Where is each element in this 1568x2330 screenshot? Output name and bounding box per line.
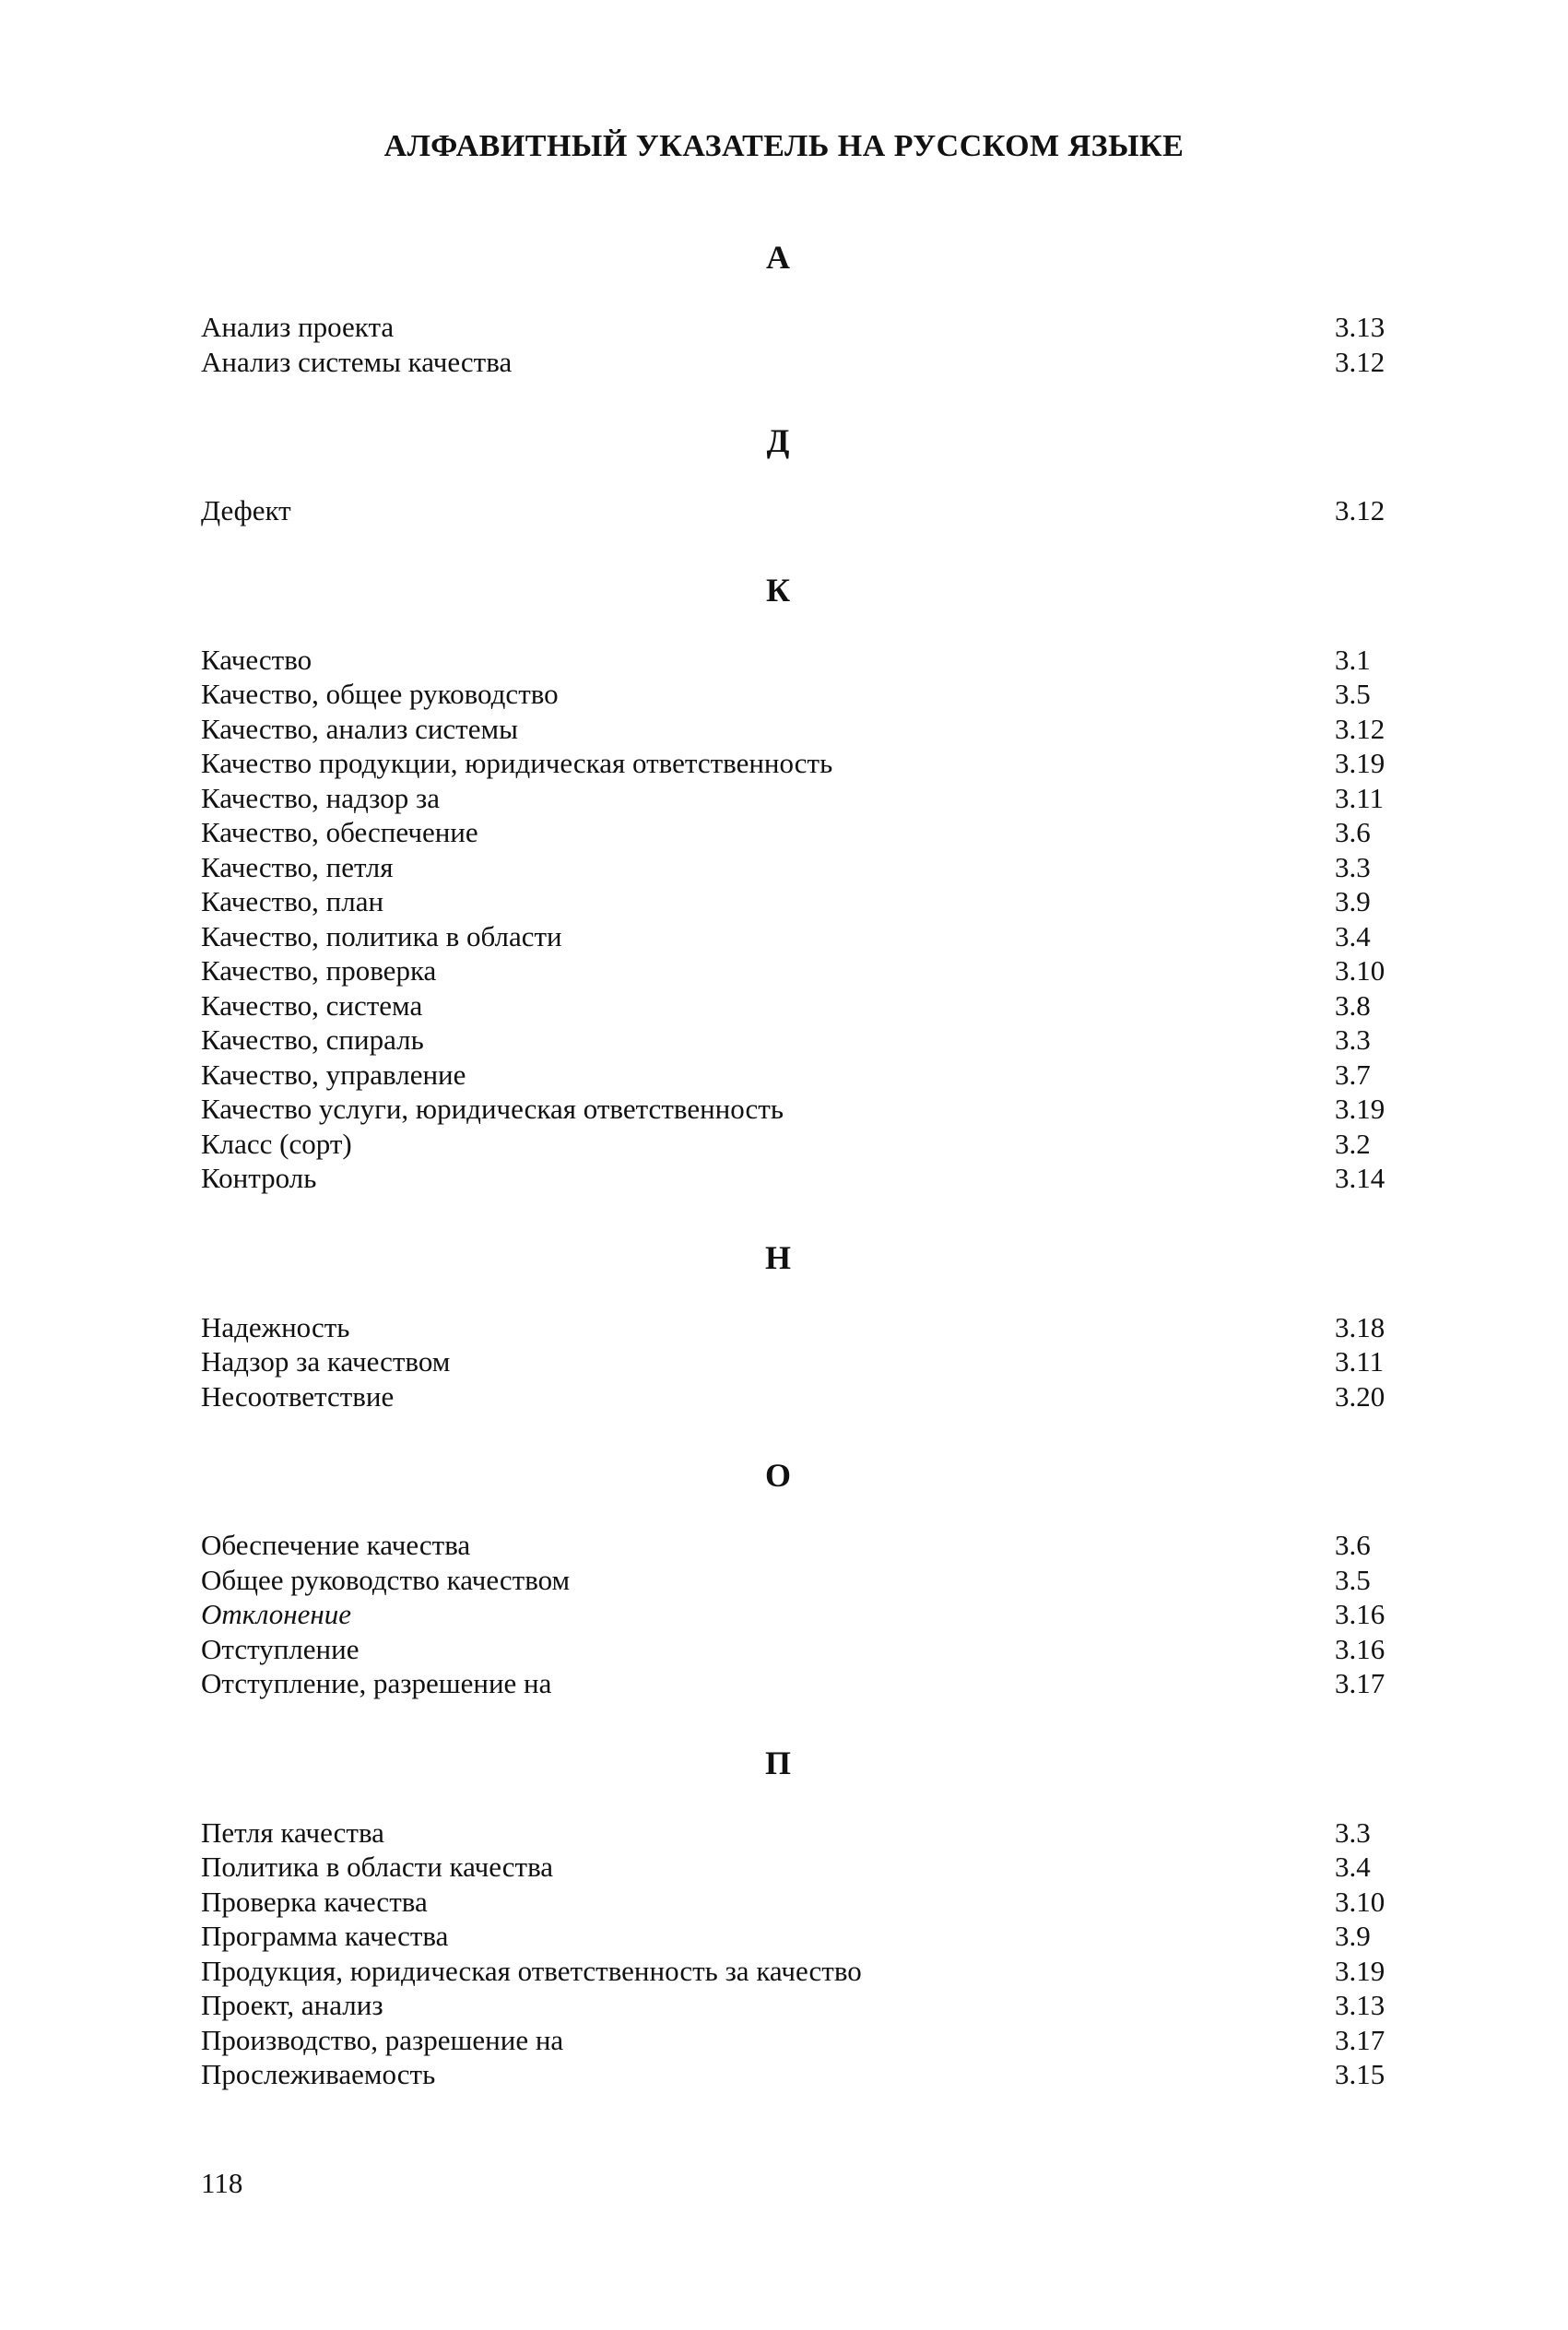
entry-term: Прослеживаемость — [201, 2058, 436, 2090]
entry-reference: 3.13 — [1335, 311, 1385, 343]
index-entry — [201, 1919, 1399, 1954]
index-section — [201, 563, 1399, 1196]
page-number: 118 — [201, 2167, 243, 2199]
index-entry — [201, 746, 1399, 781]
entry-term: Качество, анализ системы — [201, 712, 518, 745]
entry-reference: 3.3 — [1335, 850, 1371, 883]
index-entry — [201, 1161, 1399, 1196]
index-entry — [201, 884, 1399, 919]
entry-reference: 3.17 — [1335, 2023, 1385, 2056]
entry-reference: 3.12 — [1335, 494, 1385, 526]
entry-term: Качество услуги, юридическая ответственность — [201, 1093, 784, 1125]
index-entry — [201, 1666, 1399, 1701]
index-section — [201, 231, 1399, 379]
entry-reference: 3.6 — [1335, 1529, 1371, 1561]
entry-term: Качество, надзор за — [201, 781, 440, 814]
entry-reference: 3.14 — [1335, 1162, 1385, 1194]
section-letter: О — [764, 1457, 791, 1494]
entry-term: Качество продукции, юридическая ответственность — [201, 747, 833, 779]
index-entry — [201, 1816, 1399, 1851]
entry-list — [201, 1310, 1399, 1414]
entry-term: Петля качества — [201, 1816, 384, 1849]
section-letter: А — [766, 239, 790, 276]
index-entry — [201, 1023, 1399, 1058]
entry-reference: 3.18 — [1335, 1310, 1385, 1343]
section-letter: Д — [766, 422, 790, 459]
entry-reference: 3.19 — [1335, 1954, 1385, 1987]
entry-term: Проверка качества — [201, 1885, 428, 1918]
entry-list — [201, 643, 1399, 1196]
index-entry — [201, 712, 1399, 747]
entry-reference: 3.4 — [1335, 1851, 1371, 1883]
index-entry — [201, 1344, 1399, 1379]
entry-reference: 3.19 — [1335, 747, 1385, 779]
entry-term: Контроль — [201, 1162, 317, 1194]
page-title: АЛФАВИТНЫЙ УКАЗАТЕЛЬ НА РУССКОМ ЯЗЫКЕ — [383, 129, 1185, 163]
entry-list — [201, 310, 1399, 379]
entry-reference: 3.5 — [1335, 1563, 1371, 1596]
entry-term: Качество, система — [201, 988, 423, 1022]
entry-term: Качество, проверка — [201, 954, 437, 987]
entry-term: Надежность — [201, 1310, 350, 1343]
index-entry — [201, 919, 1399, 954]
index-entry — [201, 850, 1399, 885]
entry-reference: 3.13 — [1335, 1989, 1385, 2021]
entry-term: Анализ системы качества — [201, 345, 513, 378]
entry-reference: 3.1 — [1335, 643, 1371, 676]
entry-term: Качество, обеспечение — [201, 816, 478, 848]
entry-reference: 3.8 — [1335, 988, 1371, 1022]
entry-reference: 3.17 — [1335, 1667, 1385, 1699]
index-entry — [201, 493, 1399, 528]
index-entry — [201, 815, 1399, 850]
index-entry — [201, 1092, 1399, 1127]
entry-reference: 3.12 — [1335, 345, 1385, 378]
entry-reference: 3.19 — [1335, 1093, 1385, 1125]
entry-term: Качество, план — [201, 885, 384, 917]
entry-reference: 3.4 — [1335, 919, 1371, 952]
entry-term: Качество, спираль — [201, 1023, 424, 1056]
entry-reference: 3.9 — [1335, 885, 1371, 917]
entry-term: Отступление, разрешение на — [201, 1667, 552, 1699]
entry-reference: 3.10 — [1335, 1885, 1385, 1918]
entry-term: Надзор за качеством — [201, 1345, 451, 1378]
entry-reference: 3.12 — [1335, 712, 1385, 745]
index-entry — [201, 677, 1399, 712]
index-entry — [201, 953, 1399, 988]
index-section — [201, 1736, 1399, 2092]
entry-term: Качество, общее руководство — [201, 678, 559, 710]
entry-term: Класс (сорт) — [201, 1127, 352, 1160]
index-entry — [201, 1563, 1399, 1598]
entry-term: Качество, петля — [201, 850, 394, 883]
entry-term: Продукция, юридическая ответственность за качество — [201, 1954, 862, 1987]
entry-reference: 3.16 — [1335, 1598, 1385, 1630]
entry-reference: 3.11 — [1335, 781, 1385, 814]
section-letter: К — [765, 571, 791, 609]
index-section — [201, 1231, 1399, 1414]
index-entry — [201, 781, 1399, 816]
entry-reference: 3.2 — [1335, 1127, 1371, 1160]
entry-reference: 3.15 — [1335, 2058, 1385, 2090]
index-entry — [201, 1597, 1399, 1632]
section-letter: Н — [764, 1238, 791, 1276]
entry-term: Дефект — [201, 494, 291, 526]
index-entry — [201, 1885, 1399, 1920]
index-entry — [201, 1379, 1399, 1414]
entry-term: Проект, анализ — [201, 1989, 383, 2021]
entry-list — [201, 1528, 1399, 1701]
entry-term: Качество, политика в области — [201, 919, 562, 952]
entry-reference: 3.16 — [1335, 1632, 1385, 1665]
entry-reference: 3.9 — [1335, 1920, 1371, 1952]
index-entry — [201, 1988, 1399, 2023]
entry-term: Несоответствие — [201, 1379, 395, 1413]
index-entry — [201, 1954, 1399, 1989]
index-entry — [201, 345, 1399, 380]
entry-reference: 3.10 — [1335, 954, 1385, 987]
entry-term: Обеспечение качества — [201, 1529, 471, 1561]
index-entry — [201, 988, 1399, 1023]
entry-term: Производство, разрешение на — [201, 2023, 564, 2056]
section-letter: П — [764, 1744, 791, 1781]
index-section — [201, 1449, 1399, 1701]
entry-term: Качество — [201, 643, 312, 676]
entry-reference: 3.11 — [1335, 1345, 1385, 1378]
entry-term: Отклонение — [201, 1598, 352, 1630]
entry-term: Политика в области качества — [201, 1851, 554, 1883]
entry-reference: 3.3 — [1335, 1023, 1371, 1056]
entry-reference: 3.20 — [1335, 1379, 1385, 1413]
alphabetical-index — [201, 231, 1399, 2127]
entry-list — [201, 493, 1399, 528]
index-entry — [201, 643, 1399, 678]
index-entry — [201, 1310, 1399, 1345]
entry-term: Анализ проекта — [201, 311, 395, 343]
entry-term: Отступление — [201, 1632, 360, 1665]
entry-term: Качество, управление — [201, 1058, 466, 1091]
entry-reference: 3.3 — [1335, 1816, 1371, 1849]
index-entry — [201, 1127, 1399, 1162]
index-section — [201, 414, 1399, 528]
entry-list — [201, 1816, 1399, 2092]
index-entry — [201, 310, 1399, 345]
index-entry — [201, 1058, 1399, 1093]
index-entry — [201, 1528, 1399, 1563]
entry-reference: 3.6 — [1335, 816, 1371, 848]
entry-reference: 3.7 — [1335, 1058, 1371, 1091]
entry-term: Общее руководство качеством — [201, 1563, 571, 1596]
index-entry — [201, 1632, 1399, 1667]
entry-term: Программа качества — [201, 1920, 449, 1952]
entry-reference: 3.5 — [1335, 678, 1371, 710]
index-entry — [201, 2057, 1399, 2092]
index-entry — [201, 2023, 1399, 2058]
index-entry — [201, 1850, 1399, 1885]
